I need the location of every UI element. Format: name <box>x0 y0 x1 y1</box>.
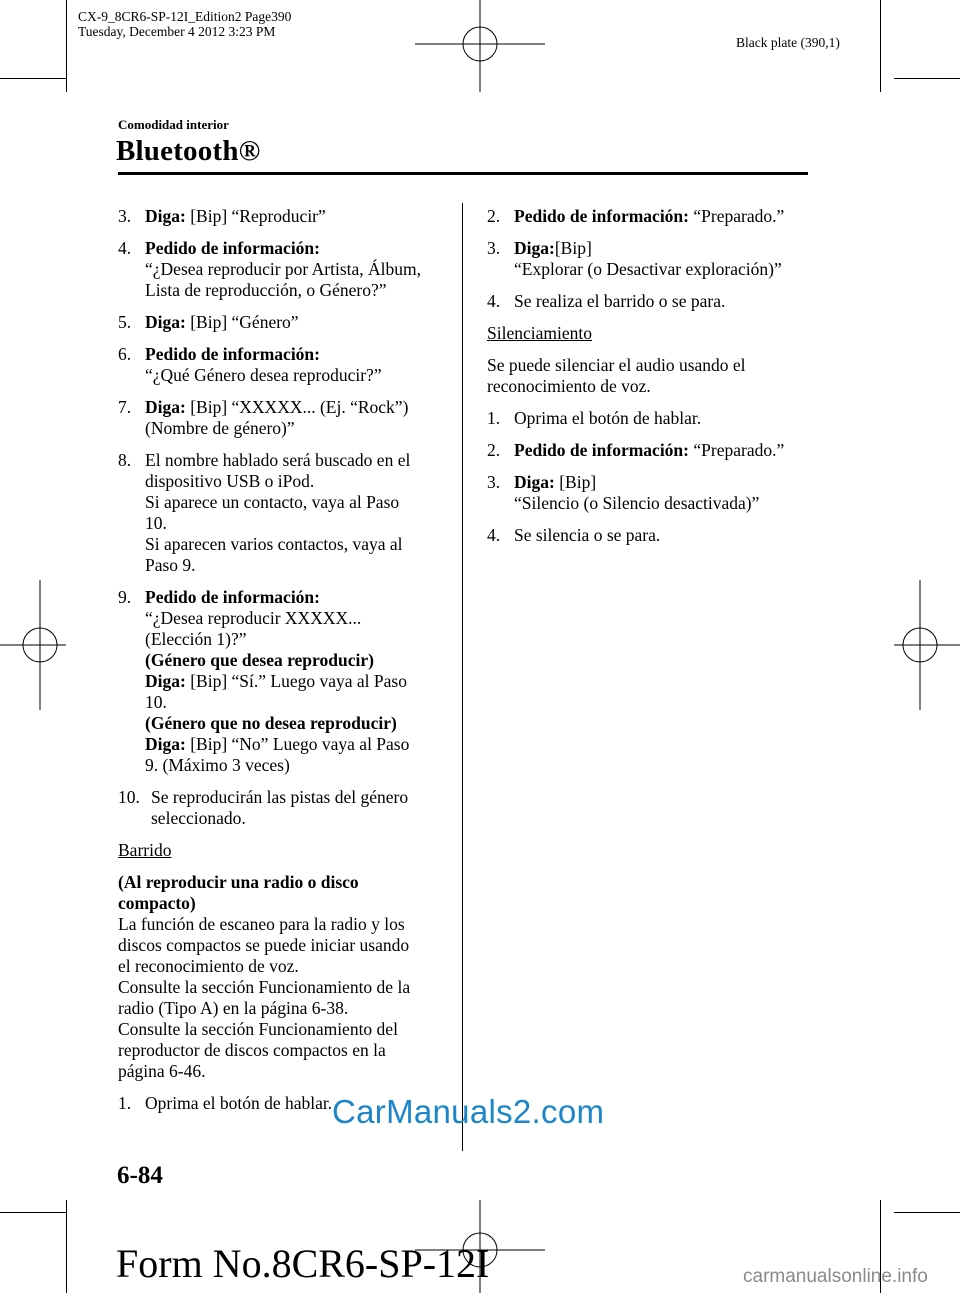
step-text: [Bip] <box>554 238 592 258</box>
step-text: [Bip] “XXXXX... (Ej. “Rock”) <box>185 397 409 417</box>
condition-heading: compacto) <box>118 893 196 913</box>
step-text: “¿Desea reproducir XXXXX... <box>145 608 362 628</box>
step-text: Si aparecen varios contactos, vaya al <box>145 534 403 554</box>
step-text: Oprima el botón de hablar. <box>514 408 702 428</box>
registration-mark-icon <box>0 580 66 710</box>
step-number: 5. <box>118 312 132 332</box>
step-text: Se silencia o se para. <box>514 525 661 545</box>
crop-mark <box>66 0 67 92</box>
step-number: 2. <box>487 440 501 460</box>
step-number: 1. <box>487 408 501 428</box>
form-number: Form No.8CR6-SP-12I <box>116 1241 490 1286</box>
crop-mark <box>0 78 66 79</box>
step-text: “¿Qué Género desea reproducir?” <box>145 365 382 385</box>
step-label: Pedido de información: <box>514 206 689 226</box>
step-number: 7. <box>118 397 132 417</box>
step-number: 10. <box>118 787 140 807</box>
list-item <box>118 450 453 576</box>
body-text: reconocimiento de voz. <box>487 376 651 396</box>
step-subheading: (Género que desea reproducir) <box>145 650 374 670</box>
step-number: 9. <box>118 587 132 607</box>
left-column <box>118 206 453 1125</box>
print-job-info <box>78 9 291 39</box>
job-line: CX-9_8CR6-SP-12I_Edition2 Page390 <box>78 9 292 24</box>
watermark-site: carmanualsonline.info <box>743 1266 928 1287</box>
list-item <box>118 312 453 333</box>
crop-mark <box>0 1212 66 1213</box>
body-text: Se puede silenciar el audio usando el <box>487 355 746 375</box>
crop-mark <box>894 1212 960 1213</box>
step-text: “Explorar (o Desactivar exploración)” <box>514 259 782 279</box>
step-label: Diga: <box>145 734 186 754</box>
step-number: 3. <box>487 472 501 492</box>
section-label: Comodidad interior <box>118 117 229 132</box>
body-text: radio (Tipo A) en la página 6-38. <box>118 998 349 1018</box>
step-text: [Bip] <box>554 472 597 492</box>
body-text: el reconocimiento de voz. <box>118 956 299 976</box>
step-text: 9. (Máximo 3 veces) <box>145 755 290 775</box>
step-subheading: (Género que no desea reproducir) <box>145 713 397 733</box>
step-label: Diga: <box>145 312 186 332</box>
registration-mark-icon <box>415 0 545 92</box>
step-text: [Bip] “No” Luego vaya al Paso <box>185 734 410 754</box>
condition-heading: (Al reproducir una radio o disco <box>118 872 359 892</box>
step-number: 4. <box>487 291 501 311</box>
step-text: Si aparece un contacto, vaya al Paso <box>145 492 400 512</box>
step-text: Se realiza el barrido o se para. <box>514 291 726 311</box>
date-line: Tuesday, December 4 2012 3:23 PM <box>78 24 276 39</box>
body-text: página 6-46. <box>118 1061 206 1081</box>
list-item <box>118 344 453 386</box>
step-number: 6. <box>118 344 132 364</box>
step-text: 10. <box>145 513 167 533</box>
list-item <box>118 206 453 227</box>
list-item <box>487 291 817 312</box>
list-item <box>118 397 453 439</box>
list-item <box>487 440 817 461</box>
subsection-heading: Silenciamiento <box>487 323 592 343</box>
list-item <box>487 472 817 514</box>
step-text: Paso 9. <box>145 555 196 575</box>
step-text: “Preparado.” <box>689 206 785 226</box>
step-text: dispositivo USB o iPod. <box>145 471 315 491</box>
step-number: 3. <box>118 206 132 226</box>
step-number: 8. <box>118 450 132 470</box>
step-text: El nombre hablado será buscado en el <box>145 450 411 470</box>
list-item <box>118 238 453 301</box>
step-text: “Silencio (o Silencio desactivada)” <box>514 493 760 513</box>
crop-mark <box>66 1200 67 1293</box>
step-label: Diga: <box>514 472 555 492</box>
step-text: [Bip] “Sí.” Luego vaya al Paso <box>185 671 407 691</box>
step-text: “¿Desea reproducir por Artista, Álbum, <box>145 259 422 279</box>
list-item <box>487 525 817 546</box>
step-text: Oprima el botón de hablar. <box>145 1093 333 1113</box>
step-label: Pedido de información: <box>145 587 320 607</box>
barrido-paragraph <box>118 872 453 1082</box>
list-item <box>118 787 453 829</box>
step-number: 3. <box>487 238 501 258</box>
body-text: La función de escaneo para la radio y los <box>118 914 405 934</box>
title-rule <box>118 172 808 175</box>
watermark-logo: CarManuals2.com <box>332 1093 605 1130</box>
crop-mark <box>880 0 881 92</box>
right-column <box>487 206 817 557</box>
step-number: 2. <box>487 206 501 226</box>
silencio-paragraph <box>487 355 817 397</box>
step-text: Lista de reproducción, o Género?” <box>145 280 387 300</box>
page-title: Bluetooth® <box>116 135 261 167</box>
column-divider <box>462 203 463 1151</box>
list-item <box>487 238 817 280</box>
step-label: Diga: <box>145 397 186 417</box>
step-number: 1. <box>118 1093 132 1113</box>
page-number: 6-84 <box>117 1162 163 1189</box>
list-item <box>487 408 817 429</box>
step-text: Se reproducirán las pistas del género <box>151 787 409 807</box>
body-text: Consulte la sección Funcionamiento del <box>118 1019 398 1039</box>
step-label: Pedido de información: <box>145 238 320 258</box>
list-item <box>487 206 817 227</box>
subsection-heading: Barrido <box>118 840 172 860</box>
step-text: (Elección 1)?” <box>145 629 247 649</box>
step-text: [Bip] “Reproducir” <box>185 206 326 226</box>
step-text: [Bip] “Género” <box>185 312 299 332</box>
step-label: Diga: <box>145 671 186 691</box>
plate-info: Black plate (390,1) <box>736 35 840 50</box>
step-text: 10. <box>145 692 167 712</box>
body-text: discos compactos se puede iniciar usando <box>118 935 410 955</box>
step-label: Pedido de información: <box>514 440 689 460</box>
step-label: Pedido de información: <box>145 344 320 364</box>
step-number: 4. <box>118 238 132 258</box>
step-text: seleccionado. <box>151 808 246 828</box>
body-text: Consulte la sección Funcionamiento de la <box>118 977 411 997</box>
crop-mark <box>894 78 960 79</box>
registration-mark-icon <box>894 580 960 710</box>
step-number: 4. <box>487 525 501 545</box>
step-text: (Nombre de género)” <box>145 418 295 438</box>
body-text: reproductor de discos compactos en la <box>118 1040 386 1060</box>
list-item <box>118 587 453 776</box>
step-label: Diga: <box>514 238 555 258</box>
step-text: “Preparado.” <box>689 440 785 460</box>
step-label: Diga: <box>145 206 186 226</box>
